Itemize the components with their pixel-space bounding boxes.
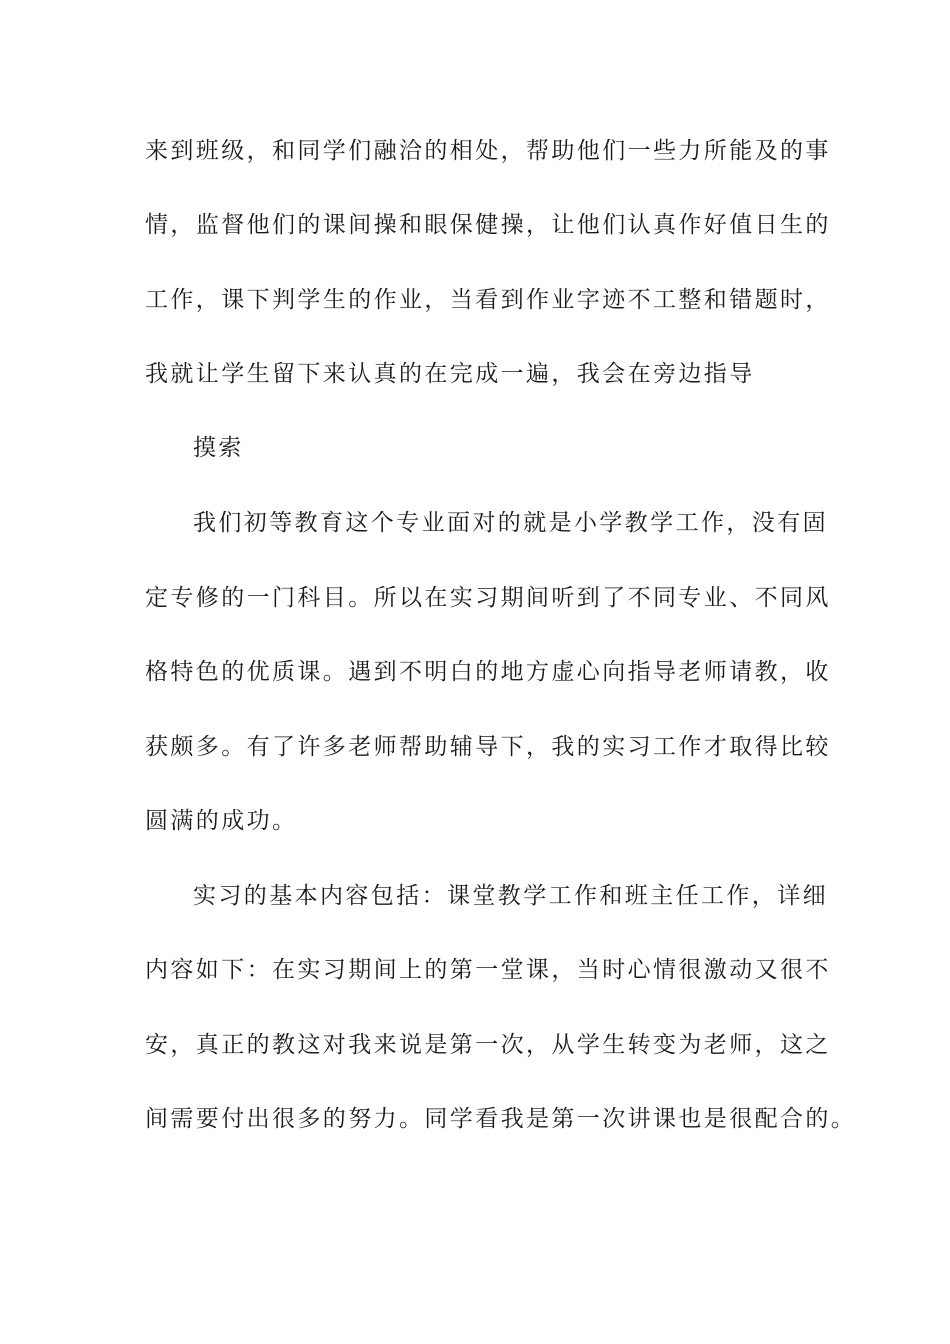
text-line: 获颇多。有了许多老师帮助辅导下，我的实习工作才取得比较: [145, 734, 831, 760]
text-line: 内容如下：在实习期间上的第一堂课，当时心情很激动又很不: [145, 957, 831, 983]
text-line: 来到班级，和同学们融洽的相处，帮助他们一些力所能及的事: [145, 138, 831, 164]
text-line: 摸索: [193, 435, 244, 461]
text-line: 间需要付出很多的努力。同学看我是第一次讲课也是很配合的。: [145, 1106, 857, 1132]
text-line: 定专修的一门科目。所以在实习期间听到了不同专业、不同风: [145, 585, 831, 611]
text-line: 安，真正的教这对我来说是第一次，从学生转变为老师，这之: [145, 1032, 831, 1058]
paragraph-first-line: 实习的基本内容包括：课堂教学工作和班主任工作，详细: [193, 883, 828, 909]
text-line: 情，监督他们的课间操和眼保健操，让他们认真作好值日生的: [145, 212, 831, 238]
paragraph-first-line: 我们初等教育这个专业面对的就是小学教学工作，没有固: [193, 510, 828, 536]
text-line: 我就让学生留下来认真的在完成一遍，我会在旁边指导: [145, 361, 755, 387]
text-line: 格特色的优质课。遇到不明白的地方虚心向指导老师请教，收: [145, 659, 831, 685]
text-line: 工作，课下判学生的作业，当看到作业字迹不工整和错题时，: [145, 287, 831, 313]
text-line: 圆满的成功。: [145, 808, 298, 834]
